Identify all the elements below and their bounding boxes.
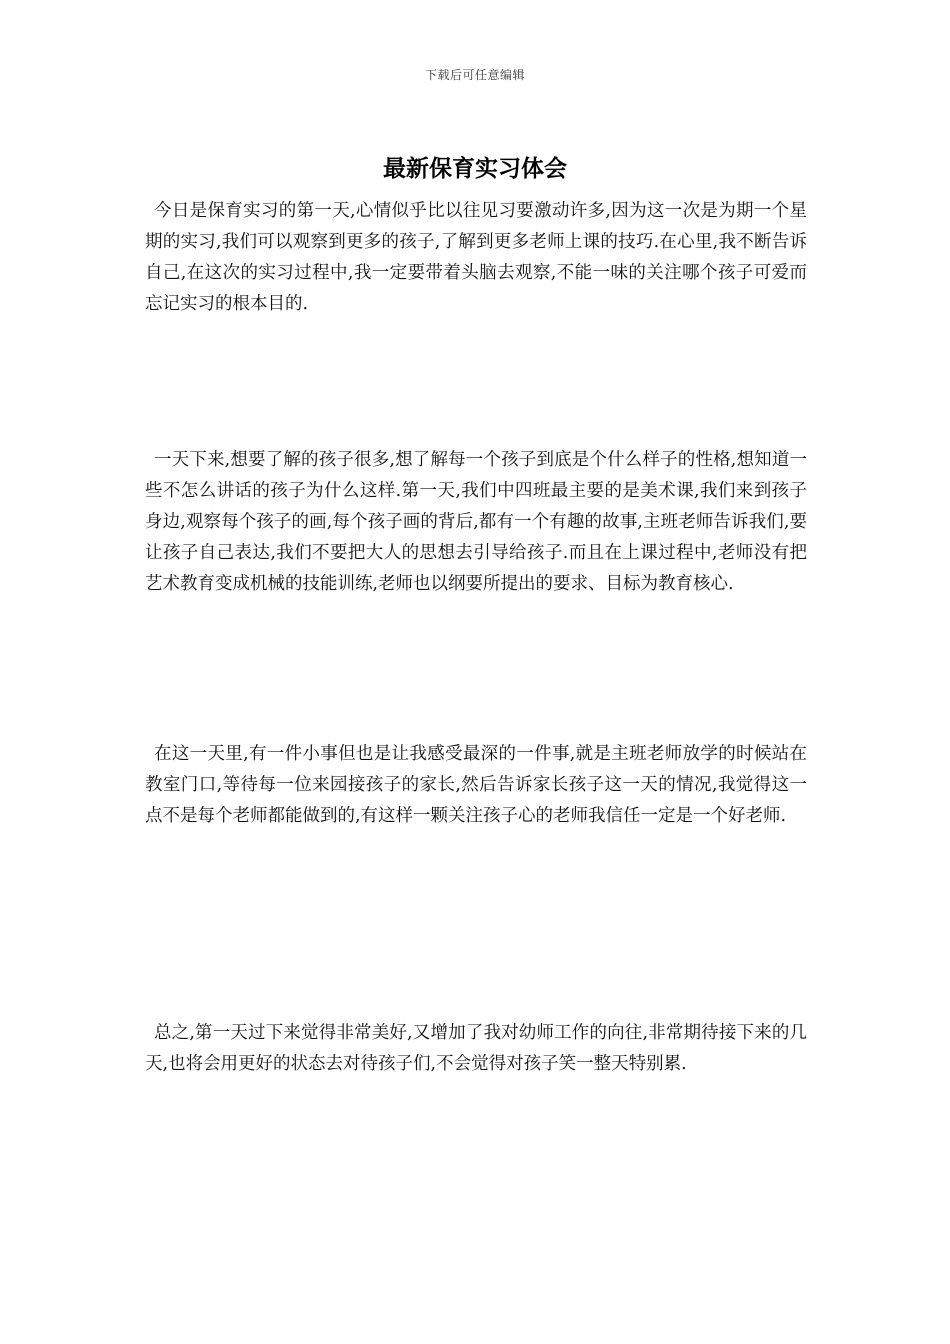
paragraph-4: 总之,第一天过下来觉得非常美好,又增加了我对幼师工作的向往,非常期待接下来的几天,也将会用更好的状态去对待孩子们,不会觉得对孩子笑一整天特别累. (145, 1023, 807, 1074)
document-title: 最新保育实习体会 (383, 155, 567, 182)
paragraph-3: 在这一天里,有一件小事但也是让我感受最深的一件事,就是主班老师放学的时候站在教室门口,等待每一位来园接孩子的家长,然后告诉家长孩子这一天的情况,我觉得这一点不是每个老师都能做到的,有这样一颗关注孩子心的老师我信任一定是一个好老师. (145, 744, 807, 826)
paragraph-1: 今日是保育实习的第一天,心情似乎比以往见习要激动许多,因为这一次是为期一个星期的实习,我们可以观察到更多的孩子,了解到更多老师上课的技巧.在心里,我不断告诉自己,在这次的实习过程中,我一定要带着头脑去观察,不能一味的关注哪个孩子可爱而忘记实习的根本目的. (145, 201, 807, 314)
paragraph-2: 一天下来,想要了解的孩子很多,想了解每一个孩子到底是个什么样子的性格,想知道一些不怎么讲话的孩子为什么这样.第一天,我们中四班最主要的是美术课,我们来到孩子身边,观察每个孩子的画,每个孩子画的背后,都有一个有趣的故事,主班老师告诉我们,要让孩子自己表达,我们不要把大人的思想去引导给孩子.而且在上课过程中,老师没有把艺术教育变成机械的技能训练,老师也以纲要所提出的要求、目标为教育核心. (145, 450, 807, 594)
header-note: 下载后可任意编辑 (424, 68, 525, 82)
